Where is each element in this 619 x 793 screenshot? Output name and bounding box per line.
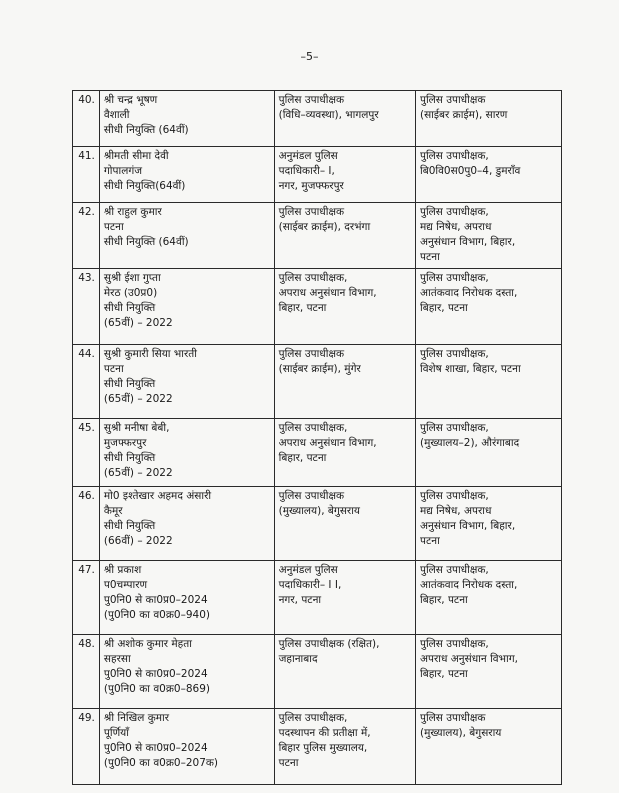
table-row xyxy=(73,269,562,345)
new-posting-cell-line: पुलिस उपाधीक्षक xyxy=(419,712,486,724)
table-row xyxy=(73,345,562,419)
new-posting-cell-line: अपराध अनुसंधान विभाग, xyxy=(419,653,518,665)
officer-name-cell-line: पटना xyxy=(103,363,124,375)
new-posting-cell-line: पुलिस उपाधीक्षक, xyxy=(419,422,489,434)
officer-name-cell xyxy=(99,203,274,269)
officer-name-cell-line: श्रीमती सीमा देवी xyxy=(103,150,169,162)
new-posting-cell-line: पुलिस उपाधीक्षक, xyxy=(419,490,489,502)
current-posting-cell-line: (साईबर क्राईम), मुंगेर xyxy=(278,363,361,375)
officer-name-cell xyxy=(99,487,274,561)
new-posting-cell-line: पुलिस उपाधीक्षक, xyxy=(419,638,489,650)
serial-number-cell: 44. xyxy=(73,345,100,419)
officer-name-cell-line: पु0नि0 से का0प्र0–2024 xyxy=(103,668,208,680)
current-posting-cell-line: नगर, पटना xyxy=(278,594,322,606)
new-posting-cell-line: बि0वि0स0पु0–4, डुमराँव xyxy=(419,165,521,177)
current-posting-cell-line: पुलिस उपाधीक्षक xyxy=(278,490,345,502)
current-posting-cell-line: पुलिस उपाधीक्षक, xyxy=(278,272,348,284)
current-posting-cell xyxy=(274,147,415,203)
officer-name-cell-line: पु0नि0 से का0प्र0–2024 xyxy=(103,594,208,606)
new-posting-cell-line: विशेष शाखा, बिहार, पटना xyxy=(419,363,521,375)
current-posting-cell xyxy=(274,709,415,785)
table-row xyxy=(73,635,562,709)
current-posting-cell-line: अनुमंडल पुलिस xyxy=(278,564,338,576)
officer-name-cell xyxy=(99,91,274,147)
current-posting-cell xyxy=(274,487,415,561)
officer-name-cell-line: सीधी नियुक्ति(64वीं) xyxy=(103,180,186,192)
officer-name-cell-line: (66वीं) – 2022 xyxy=(103,535,173,547)
officer-name-cell-line: श्री निखिल कुमार xyxy=(103,712,170,724)
current-posting-cell-line: बिहार पुलिस मुख्यालय, xyxy=(278,742,368,754)
current-posting-cell xyxy=(274,91,415,147)
officer-name-cell xyxy=(99,345,274,419)
new-posting-cell-line: पुलिस उपाधीक्षक, xyxy=(419,206,489,218)
new-posting-cell xyxy=(415,709,561,785)
new-posting-cell-line: (मुख्यालय), बेगुसराय xyxy=(419,727,502,739)
table-row xyxy=(73,147,562,203)
current-posting-cell-line: अनुमंडल पुलिस xyxy=(278,150,338,162)
new-posting-cell-line: पटना xyxy=(419,251,440,263)
new-posting-cell xyxy=(415,419,561,487)
officer-name-cell-line: सीधी नियुक्ति (64वीं) xyxy=(103,124,189,136)
current-posting-cell xyxy=(274,635,415,709)
officer-name-cell xyxy=(99,147,274,203)
new-posting-cell-line: आतंकवाद निरोधक दस्ता, xyxy=(419,287,518,299)
officer-name-cell-line: (65वीं) – 2022 xyxy=(103,317,173,329)
current-posting-cell-line: पदस्थापन की प्रतीक्षा में, xyxy=(278,727,371,739)
officer-name-cell-line: मो0 इश्तेखार अहमद अंसारी xyxy=(103,490,212,502)
officer-name-cell-line: सीधी नियुक्ति xyxy=(103,520,156,532)
current-posting-cell-line: (विधि–व्यवस्था), भागलपुर xyxy=(278,109,379,121)
officer-name-cell-line: मेरठ (उ0प्र0) xyxy=(103,287,158,299)
officer-name-cell-line: सीधी नियुक्ति xyxy=(103,452,156,464)
serial-number-cell: 43. xyxy=(73,269,100,345)
new-posting-cell-line: पुलिस उपाधीक्षक, xyxy=(419,272,489,284)
current-posting-cell-line: अपराध अनुसंधान विभाग, xyxy=(278,437,377,449)
current-posting-cell-line: पुलिस उपाधीक्षक xyxy=(278,94,345,106)
current-posting-cell-line: (मुख्यालय), बेगुसराय xyxy=(278,505,361,517)
officer-name-cell-line: सीधी नियुक्ति xyxy=(103,302,156,314)
current-posting-cell xyxy=(274,345,415,419)
officer-name-cell xyxy=(99,635,274,709)
officer-name-cell-line: पटना xyxy=(103,221,124,233)
officer-name-cell-line: (पु0नि0 का व0क्र0–869) xyxy=(103,683,210,695)
current-posting-cell-line: बिहार, पटना xyxy=(278,302,327,314)
officer-name-cell-line: (65वीं) – 2022 xyxy=(103,467,173,479)
table-row xyxy=(73,487,562,561)
officer-name-cell-line: (65वीं) – 2022 xyxy=(103,393,173,405)
current-posting-cell-line: बिहार, पटना xyxy=(278,452,327,464)
new-posting-cell-line: पुलिस उपाधीक्षक, xyxy=(419,150,489,162)
officer-name-cell-line: मुजफ्फरपुर xyxy=(103,437,147,449)
officer-name-cell xyxy=(99,709,274,785)
officer-name-cell-line: (पु0नि0 का व0क्र0–940) xyxy=(103,609,210,621)
current-posting-cell xyxy=(274,269,415,345)
officer-name-cell-line: पूर्णियाँ xyxy=(103,727,129,739)
current-posting-cell-line: जहानाबाद xyxy=(278,653,318,665)
serial-number-cell: 46. xyxy=(73,487,100,561)
new-posting-cell-line: आतंकवाद निरोधक दस्ता, xyxy=(419,579,518,591)
current-posting-cell-line: पुलिस उपाधीक्षक xyxy=(278,348,345,360)
new-posting-cell-line: पटना xyxy=(419,535,440,547)
officer-name-cell-line: पु0नि0 से का0प्र0–2024 xyxy=(103,742,208,754)
current-posting-cell xyxy=(274,561,415,635)
officer-name-cell-line: सहरसा xyxy=(103,653,131,665)
table-row xyxy=(73,203,562,269)
serial-number-cell: 48. xyxy=(73,635,100,709)
officer-name-cell-line: श्री अशोक कुमार मेहता xyxy=(103,638,192,650)
current-posting-cell-line: पुलिस उपाधीक्षक, xyxy=(278,422,348,434)
officer-name-cell-line: (पु0नि0 का व0क्र0–207क) xyxy=(103,757,219,769)
new-posting-cell xyxy=(415,91,561,147)
serial-number-cell: 45. xyxy=(73,419,100,487)
new-posting-cell xyxy=(415,203,561,269)
new-posting-cell-line: पुलिस उपाधीक्षक, xyxy=(419,348,489,360)
new-posting-cell-line: बिहार, पटना xyxy=(419,594,468,606)
new-posting-cell xyxy=(415,487,561,561)
table-row xyxy=(73,91,562,147)
current-posting-cell-line: पदाधिकारी– I I, xyxy=(278,579,342,591)
new-posting-cell-line: मद्य निषेध, अपराध xyxy=(419,505,492,517)
current-posting-cell-line: (साईबर क्राईम), दरभंगा xyxy=(278,221,371,233)
new-posting-cell-line: अनुसंधान विभाग, बिहार, xyxy=(419,520,516,532)
current-posting-cell xyxy=(274,203,415,269)
table-row xyxy=(73,709,562,785)
new-posting-cell xyxy=(415,147,561,203)
table-row xyxy=(73,419,562,487)
new-posting-cell-line: अनुसंधान विभाग, बिहार, xyxy=(419,236,516,248)
new-posting-cell-line: पुलिस उपाधीक्षक xyxy=(419,94,486,106)
serial-number-cell: 40. xyxy=(73,91,100,147)
page-number: –5– xyxy=(300,50,319,63)
new-posting-cell xyxy=(415,561,561,635)
serial-number-cell: 47. xyxy=(73,561,100,635)
officer-name-cell-line: सीधी नियुक्ति xyxy=(103,378,156,390)
new-posting-cell-line: मद्य निषेध, अपराध xyxy=(419,221,492,233)
serial-number-cell: 49. xyxy=(73,709,100,785)
officer-name-cell-line: सुश्री कुमारी सिया भारती xyxy=(103,348,197,360)
officer-name-cell-line: कैमूर xyxy=(103,505,123,517)
current-posting-cell-line: पुलिस उपाधीक्षक xyxy=(278,206,345,218)
officer-name-cell-line: वैशाली xyxy=(103,109,130,121)
current-posting-cell-line: पदाधिकारी– I, xyxy=(278,165,335,177)
serial-number-cell: 42. xyxy=(73,203,100,269)
table-row xyxy=(73,561,562,635)
serial-number-cell: 41. xyxy=(73,147,100,203)
officer-name-cell-line: सुश्री मनीषा बेबी, xyxy=(103,422,170,434)
officer-name-cell-line: प0चम्पारण xyxy=(103,579,148,591)
officer-name-cell-line: श्री चन्द्र भूषण xyxy=(103,94,158,106)
posting-table xyxy=(72,90,562,785)
current-posting-cell-line: पटना xyxy=(278,757,299,769)
officer-name-cell xyxy=(99,561,274,635)
new-posting-cell xyxy=(415,345,561,419)
new-posting-cell xyxy=(415,269,561,345)
officer-name-cell xyxy=(99,419,274,487)
officer-name-cell-line: गोपालगंज xyxy=(103,165,143,177)
officer-name-cell-line: श्री प्रकाश xyxy=(103,564,142,576)
officer-name-cell-line: श्री राहुल कुमार xyxy=(103,206,162,218)
current-posting-cell xyxy=(274,419,415,487)
new-posting-cell-line: (मुख्यालय–2), औरंगाबाद xyxy=(419,437,520,449)
officer-name-cell xyxy=(99,269,274,345)
new-posting-cell-line: बिहार, पटना xyxy=(419,302,468,314)
new-posting-cell-line: (साईबर क्राईम), सारण xyxy=(419,109,508,121)
new-posting-cell-line: बिहार, पटना xyxy=(419,668,468,680)
new-posting-cell xyxy=(415,635,561,709)
current-posting-cell-line: पुलिस उपाधीक्षक (रक्षित), xyxy=(278,638,380,650)
current-posting-cell-line: नगर, मुजफ्फरपुर xyxy=(278,180,344,192)
current-posting-cell-line: अपराध अनुसंधान विभाग, xyxy=(278,287,377,299)
officer-name-cell-line: सुश्री ईशा गुप्ता xyxy=(103,272,161,284)
new-posting-cell-line: पुलिस उपाधीक्षक, xyxy=(419,564,489,576)
officer-name-cell-line: सीधी नियुक्ति (64वीं) xyxy=(103,236,189,248)
current-posting-cell-line: पुलिस उपाधीक्षक, xyxy=(278,712,348,724)
